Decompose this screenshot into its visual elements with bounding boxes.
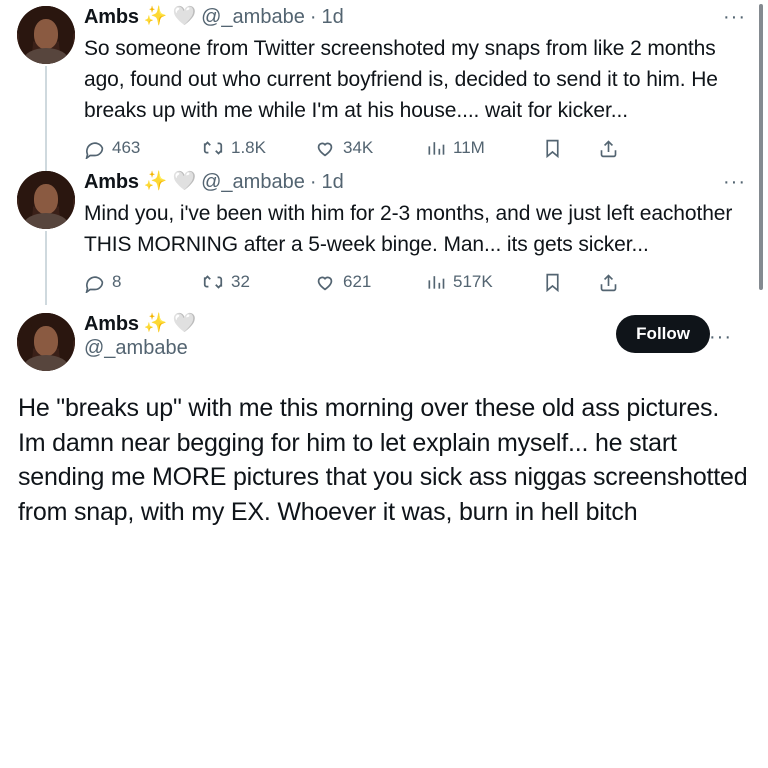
scrollbar-thumb[interactable] [759,4,763,290]
retweet-action[interactable] [202,271,314,293]
avatar[interactable] [17,6,75,64]
separator-dot: · [309,171,317,194]
sparkles-emoji-icon: ✨ [143,312,168,334]
timestamp[interactable]: 1d [321,6,344,28]
bookmark-icon [542,138,563,159]
tweet-gutter [14,171,78,299]
tweet-content [78,171,754,299]
heart-icon [314,271,336,293]
reply-icon [84,138,105,159]
tweet-header [84,171,746,193]
retweet-action[interactable] [202,137,314,159]
share-icon [598,138,619,159]
analytics-icon [426,272,446,292]
views-action[interactable] [426,138,542,158]
view-count: 11M [453,138,485,158]
display-name[interactable]: Ambs [84,6,139,28]
tweet-content [78,6,754,165]
reply-action[interactable] [84,272,202,293]
tweet-content [78,313,754,371]
tweet-text: So someone from Twitter screenshoted my snaps from like 2 months ago, found out who current boyfriend is, decided to send it to him. He breaks up with me while I'm at his house.... wait for kicker... [84,37,724,123]
tweet-header [84,6,746,28]
reply-count: 463 [112,138,141,158]
sparkles-emoji-icon: ✨ [143,5,168,27]
analytics-icon [426,138,446,158]
user-handle[interactable]: @_ambabe [201,171,305,194]
bookmark-action[interactable] [542,138,598,159]
reply-action[interactable] [84,138,202,159]
user-handle[interactable]: @_ambabe [84,337,188,360]
user-handle[interactable]: @_ambabe [201,6,305,28]
white-heart-emoji-icon: 🤍 [172,170,197,192]
retweet-count: 32 [231,272,250,292]
focused-tweet-header[interactable] [0,299,768,371]
share-action[interactable] [598,272,619,293]
timestamp[interactable]: 1d [321,171,344,194]
views-action[interactable] [426,272,542,292]
share-icon [598,272,619,293]
share-action[interactable] [598,138,619,159]
heart-icon [314,137,336,159]
retweet-icon [202,137,224,159]
separator-dot: · [309,6,317,28]
tweet-item[interactable] [0,165,768,299]
reply-count: 8 [112,272,122,292]
avatar[interactable] [17,171,75,229]
reply-icon [84,272,105,293]
avatar[interactable] [17,313,75,371]
thread-connector-line [45,66,47,171]
like-action[interactable] [314,271,426,293]
tweet-text: Mind you, i've been with him for 2-3 months, and we just left eachother THIS MORNING after a 5-week binge. Man... its gets sicker... [84,202,738,257]
retweet-icon [202,271,224,293]
retweet-count: 1.8K [231,138,266,158]
tweet-gutter [14,313,78,371]
thread-connector-line [45,231,47,305]
tweet-actions [84,271,746,293]
like-count: 621 [343,272,372,292]
view-count: 517K [453,272,493,292]
follow-button[interactable]: Follow [616,315,710,353]
tweet-gutter [14,6,78,165]
more-options-icon[interactable]: ··· [709,326,732,349]
like-count: 34K [343,138,374,158]
tweet-item[interactable] [0,0,768,165]
bookmark-icon [542,272,563,293]
tweet-actions [84,137,746,159]
white-heart-emoji-icon: 🤍 [172,5,197,27]
more-options-icon[interactable]: ··· [723,171,746,194]
sparkles-emoji-icon: ✨ [143,170,168,192]
display-name[interactable]: Ambs [84,313,139,336]
white-heart-emoji-icon: 🤍 [172,312,197,334]
bookmark-action[interactable] [542,272,598,293]
display-name[interactable]: Ambs [84,171,139,194]
like-action[interactable] [314,137,426,159]
scrollbar-track[interactable] [761,0,766,768]
focused-tweet-text: He "breaks up" with me this morning over these old ass pictures. Im damn near begging for him to let explain myself... he start sending me MORE pictures that you sick ass niggas screenshotted from snap, with my EX. Whoever it was, burn in hell bitch [18,394,755,526]
more-options-icon[interactable]: ··· [723,6,746,28]
